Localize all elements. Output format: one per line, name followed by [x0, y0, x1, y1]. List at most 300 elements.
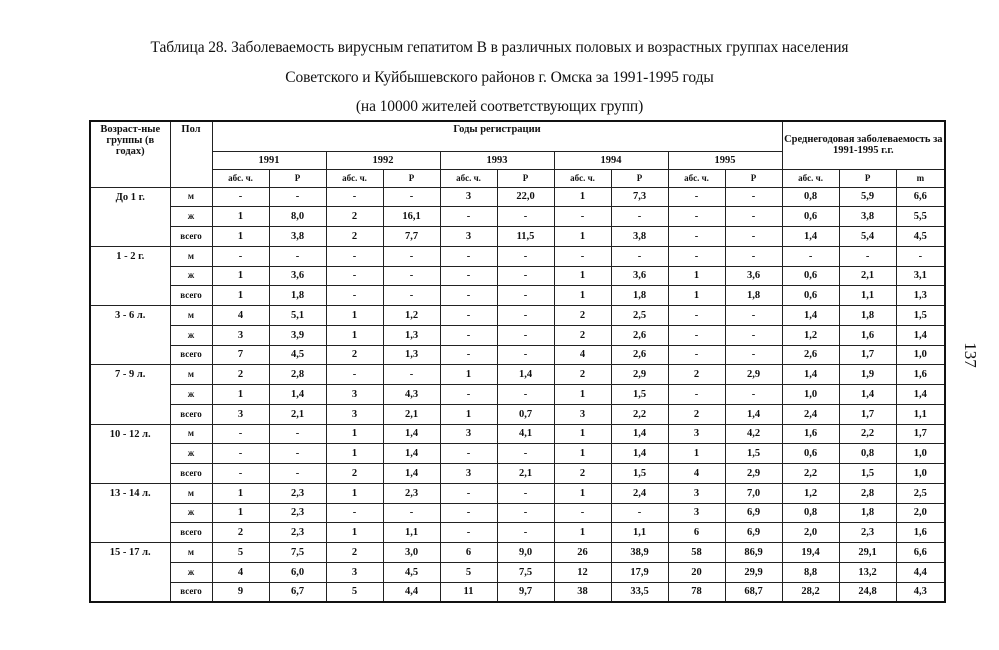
table-cell: 1,4: [782, 365, 839, 385]
table-cell: 1,0: [896, 464, 945, 484]
subheader-p: Р: [497, 169, 554, 187]
age-group-label: 3 - 6 л.: [90, 306, 170, 365]
table-cell: -: [497, 385, 554, 405]
table-row: [90, 365, 945, 385]
table-row: [90, 562, 945, 582]
table-row: [90, 246, 945, 266]
table-cell: 1: [212, 207, 269, 227]
table-cell: 1: [326, 444, 383, 464]
table-cell: -: [668, 345, 725, 365]
table-cell: -: [725, 207, 782, 227]
table-cell: -: [326, 266, 383, 286]
table-cell: 3,9: [269, 325, 326, 345]
table-cell: 6,6: [896, 187, 945, 207]
table-cell: 2,6: [782, 345, 839, 365]
table-cell: 7,0: [725, 483, 782, 503]
table-cell: 1: [554, 385, 611, 405]
table-cell: -: [212, 246, 269, 266]
table-row: [90, 266, 945, 286]
sex-label: м: [170, 424, 212, 444]
table-cell: -: [668, 246, 725, 266]
table-cell: 1,8: [611, 286, 668, 306]
sex-label: всего: [170, 523, 212, 543]
table-cell: 0,6: [782, 266, 839, 286]
table-cell: -: [725, 246, 782, 266]
table-cell: 1,2: [782, 483, 839, 503]
table-cell: 5,5: [896, 207, 945, 227]
table-row: [90, 444, 945, 464]
year-header-1995: 1995: [668, 151, 782, 169]
table-cell: 3: [668, 503, 725, 523]
table-cell: -: [440, 325, 497, 345]
table-cell: 1,9: [839, 365, 896, 385]
header-sex: Пол: [170, 121, 212, 187]
table-cell: 6: [668, 523, 725, 543]
table-cell: -: [383, 286, 440, 306]
table-cell: -: [440, 207, 497, 227]
subheader-abs: абс. ч.: [440, 169, 497, 187]
table-cell: -: [668, 187, 725, 207]
table-cell: 1,5: [725, 444, 782, 464]
table-row: [90, 424, 945, 444]
table-cell: 2,5: [896, 483, 945, 503]
table-cell: -: [497, 306, 554, 326]
table-cell: 2: [326, 543, 383, 563]
table-cell: 0,8: [839, 444, 896, 464]
table-cell: -: [383, 365, 440, 385]
table-cell: 2,9: [725, 464, 782, 484]
table-cell: 1,0: [896, 345, 945, 365]
table-cell: 1,1: [839, 286, 896, 306]
sex-label: всего: [170, 582, 212, 602]
table-cell: 0,8: [782, 503, 839, 523]
table-cell: 13,2: [839, 562, 896, 582]
table-cell: 1: [554, 424, 611, 444]
table-cell: -: [611, 207, 668, 227]
table-cell: 1,8: [839, 306, 896, 326]
incidence-table: [89, 120, 946, 603]
table-cell: 68,7: [725, 582, 782, 602]
header-years-registration: Годы регистрации: [212, 121, 782, 151]
table-cell: -: [440, 483, 497, 503]
table-cell: 8,0: [269, 207, 326, 227]
year-header-1992: 1992: [326, 151, 440, 169]
sex-label: ж: [170, 503, 212, 523]
table-cell: 5: [326, 582, 383, 602]
table-cell: -: [497, 503, 554, 523]
table-cell: 4,3: [383, 385, 440, 405]
table-cell: 2: [554, 306, 611, 326]
year-header-1994: 1994: [554, 151, 668, 169]
table-cell: -: [326, 286, 383, 306]
table-cell: 1,2: [383, 306, 440, 326]
table-cell: 3,1: [896, 266, 945, 286]
table-cell: 4,3: [896, 582, 945, 602]
table-cell: 3: [440, 424, 497, 444]
table-cell: 1: [554, 523, 611, 543]
table-cell: -: [383, 266, 440, 286]
table-cell: 4,4: [896, 562, 945, 582]
table-cell: -: [611, 503, 668, 523]
sex-label: м: [170, 365, 212, 385]
age-group-label: 15 - 17 л.: [90, 543, 170, 603]
table-cell: -: [440, 503, 497, 523]
table-cell: 1: [554, 444, 611, 464]
table-cell: 4,2: [725, 424, 782, 444]
sex-label: м: [170, 187, 212, 207]
year-header-1991: 1991: [212, 151, 326, 169]
table-cell: 2: [212, 365, 269, 385]
table-row: [90, 543, 945, 563]
table-cell: 78: [668, 582, 725, 602]
table-cell: 7,5: [497, 562, 554, 582]
table-cell: -: [725, 325, 782, 345]
table-cell: 3: [212, 404, 269, 424]
table-cell: 2: [212, 523, 269, 543]
table-cell: -: [497, 345, 554, 365]
table-cell: 3,6: [725, 266, 782, 286]
table-row: [90, 227, 945, 247]
table-row: [90, 325, 945, 345]
table-cell: 2,1: [839, 266, 896, 286]
table-cell: 1,5: [839, 464, 896, 484]
table-cell: 6,9: [725, 523, 782, 543]
page-number: 137: [961, 342, 980, 368]
age-group-label: 7 - 9 л.: [90, 365, 170, 424]
table-cell: 1: [212, 286, 269, 306]
table-cell: 1: [554, 483, 611, 503]
table-cell: 2,9: [725, 365, 782, 385]
table-row: [90, 582, 945, 602]
table-cell: 86,9: [725, 543, 782, 563]
table-cell: 1,4: [896, 325, 945, 345]
table-cell: 2,1: [269, 404, 326, 424]
table-cell: 16,1: [383, 207, 440, 227]
table-cell: -: [497, 523, 554, 543]
table-row: [90, 207, 945, 227]
table-cell: 1,7: [896, 424, 945, 444]
table-cell: 1,6: [896, 523, 945, 543]
table-cell: 2,3: [269, 483, 326, 503]
table-cell: 4: [212, 562, 269, 582]
table-cell: -: [725, 345, 782, 365]
table-cell: 38,9: [611, 543, 668, 563]
table-cell: 7: [212, 345, 269, 365]
table-cell: 3: [326, 562, 383, 582]
table-cell: 2: [668, 404, 725, 424]
table-cell: -: [668, 385, 725, 405]
table-cell: 3: [212, 325, 269, 345]
table-cell: 2,0: [782, 523, 839, 543]
table-cell: 26: [554, 543, 611, 563]
table-cell: -: [554, 246, 611, 266]
table-cell: -: [383, 503, 440, 523]
table-cell: 1: [668, 286, 725, 306]
table-cell: 1,6: [896, 365, 945, 385]
table-cell: 3: [326, 404, 383, 424]
table-cell: 8,8: [782, 562, 839, 582]
table-cell: 2,3: [269, 503, 326, 523]
table-cell: 38: [554, 582, 611, 602]
subheader-abs: абс. ч.: [668, 169, 725, 187]
table-cell: -: [212, 464, 269, 484]
table-cell: 0,6: [782, 444, 839, 464]
table-cell: 2,0: [896, 503, 945, 523]
table-cell: 2,2: [782, 464, 839, 484]
table-cell: 2: [554, 365, 611, 385]
subheader-abs: абс. ч.: [326, 169, 383, 187]
table-cell: 1,4: [497, 365, 554, 385]
table-cell: -: [668, 306, 725, 326]
table-cell: 1,1: [611, 523, 668, 543]
table-cell: 4,5: [383, 562, 440, 582]
subheader-row: [90, 169, 945, 187]
table-cell: 5: [440, 562, 497, 582]
subheader-p: Р: [383, 169, 440, 187]
sex-label: ж: [170, 266, 212, 286]
table-cell: 1,1: [896, 404, 945, 424]
table-cell: 3: [668, 483, 725, 503]
table-row: [90, 187, 945, 207]
table-cell: 4,4: [383, 582, 440, 602]
sex-label: ж: [170, 562, 212, 582]
table-cell: -: [497, 483, 554, 503]
table-cell: 5,1: [269, 306, 326, 326]
table-cell: 28,2: [782, 582, 839, 602]
table-cell: -: [725, 306, 782, 326]
table-cell: -: [269, 464, 326, 484]
table-cell: -: [668, 325, 725, 345]
table-cell: 1,4: [782, 306, 839, 326]
table-cell: 4: [554, 345, 611, 365]
table-cell: 2,4: [611, 483, 668, 503]
sex-label: всего: [170, 286, 212, 306]
table-cell: 2: [554, 325, 611, 345]
table-cell: 2,8: [269, 365, 326, 385]
table-cell: 2: [326, 227, 383, 247]
table-cell: 3,6: [269, 266, 326, 286]
table-cell: 1,5: [611, 464, 668, 484]
table-cell: -: [440, 385, 497, 405]
table-cell: -: [440, 444, 497, 464]
table-cell: 1,8: [839, 503, 896, 523]
table-cell: -: [554, 503, 611, 523]
table-cell: 4,5: [269, 345, 326, 365]
table-cell: 2,6: [611, 325, 668, 345]
table-cell: -: [440, 523, 497, 543]
table-cell: 19,4: [782, 543, 839, 563]
sex-label: м: [170, 246, 212, 266]
table-cell: -: [383, 246, 440, 266]
sex-label: ж: [170, 207, 212, 227]
table-cell: 1: [212, 503, 269, 523]
table-cell: 33,5: [611, 582, 668, 602]
table-cell: -: [326, 187, 383, 207]
table-cell: 6,9: [725, 503, 782, 523]
table-cell: -: [497, 444, 554, 464]
table-caption-line3: (на 10000 жителей соответствующих групп): [355, 98, 644, 115]
table-cell: 1,0: [782, 385, 839, 405]
table-cell: 2: [668, 365, 725, 385]
sex-label: всего: [170, 464, 212, 484]
table-cell: -: [497, 207, 554, 227]
table-cell: 1: [668, 444, 725, 464]
table-cell: 1,4: [725, 404, 782, 424]
table-cell: 1,4: [383, 444, 440, 464]
table-cell: -: [725, 227, 782, 247]
table-cell: 1: [212, 385, 269, 405]
table-row: [90, 385, 945, 405]
table-body: [90, 187, 945, 602]
table-cell: 1,7: [839, 345, 896, 365]
table-cell: 1,4: [269, 385, 326, 405]
table-cell: 1: [212, 483, 269, 503]
table-cell: 2: [326, 345, 383, 365]
table-cell: 1,4: [383, 464, 440, 484]
table-cell: -: [839, 246, 896, 266]
table-cell: -: [440, 306, 497, 326]
table-cell: 2,3: [269, 523, 326, 543]
table-cell: -: [725, 385, 782, 405]
table-cell: -: [269, 187, 326, 207]
table-cell: 3: [668, 424, 725, 444]
table-cell: 12: [554, 562, 611, 582]
table-cell: 6,6: [896, 543, 945, 563]
table-row: [90, 286, 945, 306]
table-cell: 4,5: [896, 227, 945, 247]
table-cell: 1,3: [383, 345, 440, 365]
table-cell: 1: [212, 227, 269, 247]
table-cell: 1: [326, 424, 383, 444]
table-cell: 2,5: [611, 306, 668, 326]
table-cell: -: [212, 187, 269, 207]
table-cell: -: [383, 187, 440, 207]
table-cell: -: [212, 444, 269, 464]
table-cell: 1: [326, 483, 383, 503]
table-cell: 4,1: [497, 424, 554, 444]
sex-label: м: [170, 543, 212, 563]
table-row: [90, 404, 945, 424]
table-cell: 3: [440, 227, 497, 247]
table-row: [90, 523, 945, 543]
table-cell: 7,5: [269, 543, 326, 563]
table-row: [90, 503, 945, 523]
table-cell: -: [725, 187, 782, 207]
subheader-abs: абс. ч.: [782, 169, 839, 187]
table-cell: 5,4: [839, 227, 896, 247]
table-row: [90, 483, 945, 503]
table-cell: 6,0: [269, 562, 326, 582]
sex-label: ж: [170, 385, 212, 405]
table-cell: 1,4: [839, 385, 896, 405]
table-cell: 1: [212, 266, 269, 286]
sex-label: ж: [170, 325, 212, 345]
table-cell: 1,4: [782, 227, 839, 247]
sex-label: всего: [170, 227, 212, 247]
table-cell: 2,9: [611, 365, 668, 385]
sex-label: м: [170, 483, 212, 503]
table-cell: 22,0: [497, 187, 554, 207]
table-cell: 1,3: [896, 286, 945, 306]
table-row: [90, 306, 945, 326]
table-cell: -: [269, 424, 326, 444]
table-cell: 3,0: [383, 543, 440, 563]
table-cell: -: [497, 246, 554, 266]
table-cell: 2,3: [839, 523, 896, 543]
table-cell: 1,5: [611, 385, 668, 405]
table-cell: 17,9: [611, 562, 668, 582]
table-cell: -: [497, 325, 554, 345]
table-cell: -: [668, 227, 725, 247]
table-cell: 2,8: [839, 483, 896, 503]
table-cell: -: [497, 266, 554, 286]
table-cell: 3,8: [611, 227, 668, 247]
table-cell: 29,9: [725, 562, 782, 582]
table-cell: 1: [440, 365, 497, 385]
table-cell: 4: [668, 464, 725, 484]
subheader-abs: абс. ч.: [554, 169, 611, 187]
table-cell: 24,8: [839, 582, 896, 602]
table-cell: 1,4: [611, 424, 668, 444]
table-cell: 9,7: [497, 582, 554, 602]
table-cell: -: [326, 503, 383, 523]
table-cell: 3: [440, 464, 497, 484]
table-cell: 1,7: [839, 404, 896, 424]
header-age-group: Возраст-ные группы (в годах): [90, 121, 170, 187]
table-cell: 1: [554, 187, 611, 207]
table-cell: 2,4: [782, 404, 839, 424]
table-cell: 1: [554, 266, 611, 286]
table-cell: 1,5: [896, 306, 945, 326]
table-cell: -: [554, 207, 611, 227]
table-cell: 1: [554, 227, 611, 247]
table-cell: 1,1: [383, 523, 440, 543]
table-cell: 3,6: [611, 266, 668, 286]
table-cell: 1,0: [896, 444, 945, 464]
sex-label: ж: [170, 444, 212, 464]
table-caption-line2: Советского и Куйбышевского районов г. Омска за 1991-1995 годы: [285, 69, 714, 86]
table-cell: -: [440, 345, 497, 365]
table-cell: -: [326, 246, 383, 266]
table-cell: 2,3: [383, 483, 440, 503]
table-cell: 2,1: [497, 464, 554, 484]
table-cell: 3: [326, 385, 383, 405]
table-cell: 1: [326, 325, 383, 345]
subheader-p: Р: [269, 169, 326, 187]
table-cell: 9: [212, 582, 269, 602]
table-row: [90, 345, 945, 365]
table-cell: 0,6: [782, 207, 839, 227]
table-cell: 2,6: [611, 345, 668, 365]
table-cell: 1,2: [782, 325, 839, 345]
table-cell: 11,5: [497, 227, 554, 247]
table-cell: 6: [440, 543, 497, 563]
table-cell: 1,6: [782, 424, 839, 444]
table-cell: 1,4: [896, 385, 945, 405]
subheader-m: m: [896, 169, 945, 187]
header-average: Среднегодовая заболеваемость за 1991-1995 г.г.: [782, 121, 945, 169]
table-cell: 0,8: [782, 187, 839, 207]
table-cell: 1: [326, 523, 383, 543]
table-cell: -: [668, 207, 725, 227]
table-cell: 1: [668, 266, 725, 286]
table-cell: 7,7: [383, 227, 440, 247]
table-cell: 0,7: [497, 404, 554, 424]
table-cell: -: [782, 246, 839, 266]
table-cell: 2,2: [611, 404, 668, 424]
age-group-label: До 1 г.: [90, 187, 170, 246]
table-cell: -: [440, 286, 497, 306]
